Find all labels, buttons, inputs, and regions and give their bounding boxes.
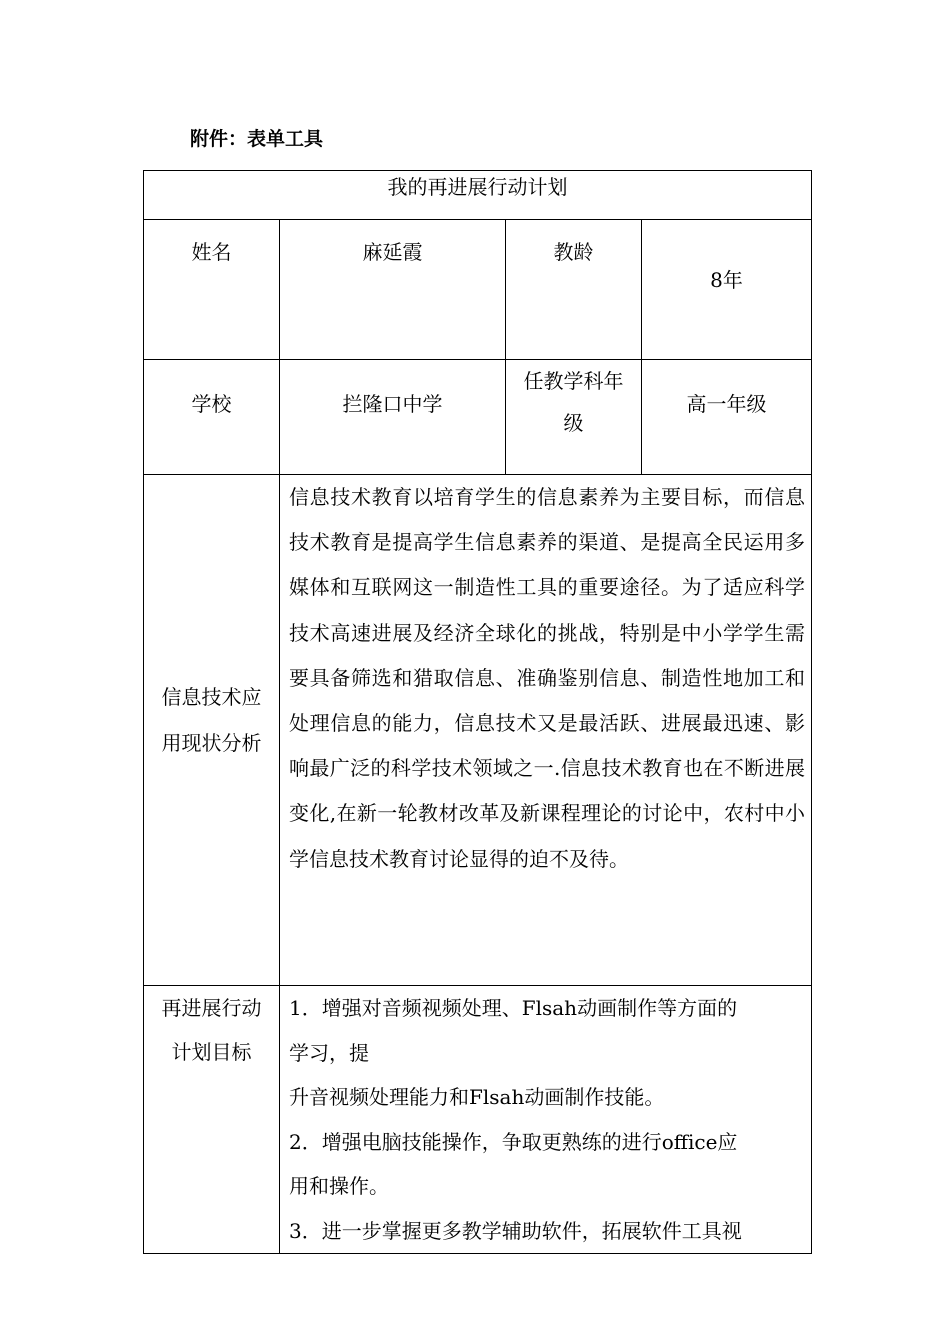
action-plan-form (143, 170, 812, 1254)
plan-goals (280, 986, 812, 1254)
plan-line: 用和操作。 (289, 1174, 389, 1198)
plan-line: 1．增强对音频视频处理、Flsah动画制作等方面的 (289, 996, 738, 1020)
teaching-years-label: 教龄 (506, 220, 642, 360)
plan-line: 升音视频处理能力和Flsah动画制作技能。 (289, 1085, 665, 1109)
name-value: 麻延霞 (280, 220, 506, 360)
form-title-cell (144, 171, 812, 220)
school-value: 拦隆口中学 (280, 360, 506, 475)
plan-label (144, 986, 280, 1254)
plan-line: 3．进一步掌握更多教学辅助软件，拓展软件工具视 (289, 1218, 742, 1243)
analysis-label-text: 信息技术应用现状分析 (161, 685, 262, 755)
name-label: 姓名 (144, 220, 280, 360)
analysis-label (144, 475, 280, 986)
plan-line: 2．增强电脑技能操作，争取更熟练的进行office应 (289, 1129, 738, 1154)
analysis-text: 信息技术教育以培育学生的信息素养为主要目标，而信息技术教育是提高学生信息素养的渠道、是提高全民运用多媒体和互联网这一制造性工具的重要途径。为了适应科学技术高速进展及经济全球化的挑战，特别是中小学学生需要具备筛选和猎取信息、准确鉴别信息、制造性地加工和处理信息的能力，信息技术又是最活跃、进展最迅速、影响最广泛的科学技术领域之一.信息技术教育也在不断进展变化,在新一轮教材改革及新课程理论的讨论中，农村中小学信息技术教育讨论显得的迫不及待。 (280, 475, 812, 986)
school-label: 学校 (144, 360, 280, 475)
form-title: 我的再进展行动计划 (387, 175, 568, 199)
plan-line: 学习，提 (289, 1040, 369, 1065)
plan-label-text: 再进展行动计划目标 (161, 996, 262, 1064)
grade-value: 高一年级 (642, 360, 812, 475)
grade-label (506, 360, 642, 475)
attachment-heading: 附件：表单工具 (190, 128, 324, 150)
teaching-years-value: 8年 (642, 220, 812, 360)
grade-label-text: 任教学科年级 (523, 369, 624, 435)
